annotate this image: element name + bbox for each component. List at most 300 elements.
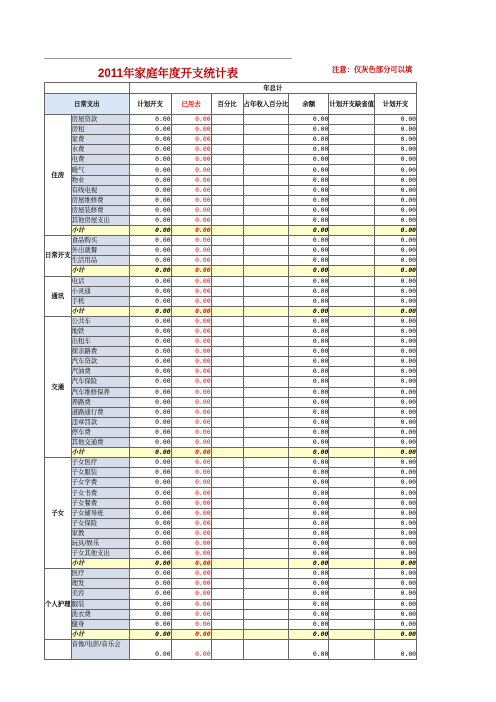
- item-plan-cell[interactable]: 0.00: [129, 619, 171, 629]
- item-used-cell: 0.00: [171, 498, 211, 508]
- item-label[interactable]: 家费: [71, 135, 129, 145]
- item-label[interactable]: 暖气: [71, 165, 129, 175]
- item-label[interactable]: 汽车贷款: [71, 357, 129, 367]
- item-used-cell: 0.00: [171, 316, 211, 326]
- subtotal-plan2-cell: 0.00: [375, 559, 417, 569]
- item-pct-cell: [211, 579, 243, 589]
- item-shortfall-cell: [329, 468, 375, 478]
- item-balance-cell: 0.00: [289, 175, 329, 185]
- item-label[interactable]: 其他交通费: [71, 438, 129, 448]
- item-used-cell: 0.00: [171, 569, 211, 579]
- item-plan2-cell: 0.00: [375, 195, 417, 205]
- item-plan-cell[interactable]: 0.00: [129, 508, 171, 518]
- item-balance-cell: 0.00: [289, 316, 329, 326]
- item-pct-cell: [211, 458, 243, 468]
- item-used-cell: 0.00: [171, 427, 211, 437]
- item-plan-cell[interactable]: 0.00: [129, 125, 171, 135]
- item-income-pct-cell: [243, 387, 289, 397]
- item-balance-cell: 0.00: [289, 417, 329, 427]
- item-income-pct-cell: [243, 377, 289, 387]
- item-plan-cell[interactable]: 0.00: [129, 468, 171, 478]
- item-label[interactable]: 食品购买: [71, 236, 129, 246]
- item-shortfall-cell: [329, 549, 375, 559]
- item-label[interactable]: 汽车保险: [71, 377, 129, 387]
- item-pct-cell: [211, 135, 243, 145]
- item-income-pct-cell: [243, 337, 289, 347]
- item-shortfall-cell: [329, 195, 375, 205]
- item-pct-cell: [211, 286, 243, 296]
- item-plan-cell[interactable]: 0.00: [129, 286, 171, 296]
- header-balance: 余额: [289, 94, 329, 115]
- item-shortfall-cell: [329, 125, 375, 135]
- item-pct-cell: [211, 246, 243, 256]
- item-plan2-cell: 0.00: [375, 549, 417, 559]
- table-row: [45, 175, 417, 185]
- item-plan2-cell: 0.00: [375, 407, 417, 417]
- item-pct-cell: [211, 215, 243, 225]
- item-label[interactable]: 子女保险: [71, 518, 129, 528]
- item-plan-cell[interactable]: 0.00: [129, 347, 171, 357]
- subtotal-income-pct-cell: [243, 226, 289, 236]
- item-balance-cell: 0.00: [289, 276, 329, 286]
- item-pct-cell: [211, 488, 243, 498]
- item-used-cell: 0.00: [171, 579, 211, 589]
- item-pct-cell: [211, 185, 243, 195]
- item-plan-cell[interactable]: 0.00: [129, 518, 171, 528]
- item-label[interactable]: 家教: [71, 528, 129, 538]
- item-plan2-cell: 0.00: [375, 367, 417, 377]
- item-shortfall-cell: [329, 115, 375, 125]
- item-income-pct-cell: [243, 619, 289, 629]
- item-plan-cell[interactable]: 0.00: [129, 215, 171, 225]
- item-plan-cell[interactable]: 0.00: [129, 498, 171, 508]
- title-text: 年家庭年度开支统计表: [122, 66, 238, 80]
- item-shortfall-cell: [329, 286, 375, 296]
- item-plan-cell[interactable]: 0.00: [129, 407, 171, 417]
- subtotal-row: [45, 226, 417, 236]
- item-label[interactable]: 地铁: [71, 326, 129, 336]
- subtotal-shortfall-cell: [329, 629, 375, 639]
- item-label[interactable]: 子女书费: [71, 488, 129, 498]
- item-shortfall-cell: [329, 165, 375, 175]
- subtotal-label: 小计: [71, 559, 129, 569]
- subtotal-pct-cell: [211, 629, 243, 639]
- item-used-cell: 0.00: [171, 175, 211, 185]
- item-pct-cell: [211, 518, 243, 528]
- item-used-cell: 0.00: [171, 458, 211, 468]
- item-income-pct-cell: [243, 498, 289, 508]
- item-income-pct-cell: [243, 407, 289, 417]
- item-used-cell: 0.00: [171, 135, 211, 145]
- item-balance-cell: 0.00: [289, 256, 329, 266]
- item-plan2-cell: 0.00: [375, 316, 417, 326]
- category-label: 日常开支: [45, 236, 72, 276]
- item-balance-cell: 0.00: [289, 115, 329, 125]
- item-used-cell: 0.00: [171, 619, 211, 629]
- item-used-cell: 0.00: [171, 347, 211, 357]
- item-balance-cell: 0.00: [289, 347, 329, 357]
- subtotal-shortfall-cell: [329, 306, 375, 316]
- item-income-pct-cell: [243, 609, 289, 619]
- item-used-cell: 0.00: [171, 528, 211, 538]
- item-pct-cell: [211, 367, 243, 377]
- item-plan-cell[interactable]: 0.00: [129, 387, 171, 397]
- item-plan-cell[interactable]: 0.00: [129, 236, 171, 246]
- item-balance-cell: 0.00: [289, 236, 329, 246]
- item-plan2-cell: 0.00: [375, 175, 417, 185]
- item-label[interactable]: 探亲路费: [71, 347, 129, 357]
- item-shortfall-cell: [329, 326, 375, 336]
- table-row: [45, 498, 417, 508]
- table-row: [45, 508, 417, 518]
- subtotal-used-cell: 0.00: [171, 306, 211, 316]
- item-income-pct-cell: [243, 316, 289, 326]
- item-plan-cell[interactable]: 0.00: [129, 377, 171, 387]
- item-label[interactable]: 汽油费: [71, 367, 129, 377]
- item-used-cell: 0.00: [171, 609, 211, 619]
- item-pct-cell: [211, 165, 243, 175]
- item-plan2-cell: 0.00: [375, 125, 417, 135]
- item-plan2-cell: 0.00: [375, 185, 417, 195]
- item-used-cell: 0.00: [171, 518, 211, 528]
- item-plan-cell[interactable]: 0.00: [129, 195, 171, 205]
- subtotal-plan-cell: 0.00: [129, 559, 171, 569]
- item-plan2-cell: 0.00: [375, 115, 417, 125]
- item-used-cell: 0.00: [171, 286, 211, 296]
- item-used-cell: 0.00: [171, 215, 211, 225]
- item-label[interactable]: 子女辅导班: [71, 508, 129, 518]
- item-plan-cell[interactable]: 0.00: [129, 438, 171, 448]
- item-plan2-cell: 0.00: [375, 337, 417, 347]
- item-label[interactable]: 违章罚款: [71, 417, 129, 427]
- item-balance-cell: 0.00: [289, 155, 329, 165]
- subtotal-pct-cell: [211, 306, 243, 316]
- item-used-cell: 0.00: [171, 407, 211, 417]
- item-plan2-cell: 0.00: [375, 256, 417, 266]
- item-label[interactable]: 小灵通: [71, 286, 129, 296]
- item-balance-cell: 0.00: [289, 528, 329, 538]
- subtotal-balance-cell: 0.00: [289, 266, 329, 276]
- item-label[interactable]: 房租: [71, 125, 129, 135]
- item-pct-cell: [211, 599, 243, 609]
- subtotal-pct-cell: [211, 266, 243, 276]
- item-plan2-cell: 0.00: [375, 569, 417, 579]
- item-label[interactable]: 养路费: [71, 397, 129, 407]
- table-row: [45, 125, 417, 135]
- item-plan-cell[interactable]: 0.00: [129, 549, 171, 559]
- item-income-pct-cell: [243, 417, 289, 427]
- item-label[interactable]: 健身: [71, 619, 129, 629]
- item-used-cell: 0.00: [171, 367, 211, 377]
- item-shortfall-cell: [329, 135, 375, 145]
- item-shortfall-cell: [329, 438, 375, 448]
- item-plan-cell[interactable]: 0.00: [129, 175, 171, 185]
- category-label: 住房: [45, 115, 72, 236]
- item-pct-cell: [211, 195, 243, 205]
- table-row: [45, 468, 417, 478]
- item-plan-cell[interactable]: 0.00: [129, 165, 171, 175]
- subtotal-balance-cell: 0.00: [289, 448, 329, 458]
- table-row: [45, 619, 417, 629]
- item-label[interactable]: 玩具/娱乐: [71, 538, 129, 548]
- subtotal-row: [45, 306, 417, 316]
- subtotal-balance-cell: 0.00: [289, 559, 329, 569]
- item-label[interactable]: 停车费: [71, 427, 129, 437]
- item-used-cell: 0.00: [171, 125, 211, 135]
- item-plan-cell[interactable]: 0.00: [129, 115, 171, 125]
- item-plan2-cell: 0.00: [375, 438, 417, 448]
- header-category: 日常支出: [45, 94, 130, 115]
- subtotal-plan2-cell: 0.00: [375, 448, 417, 458]
- item-plan-cell[interactable]: 0.00: [129, 528, 171, 538]
- item-label[interactable]: 物业: [71, 175, 129, 185]
- item-plan-cell[interactable]: 0.00: [129, 155, 171, 165]
- item-plan-cell[interactable]: 0.00: [129, 599, 171, 609]
- item-income-pct-cell: [243, 478, 289, 488]
- item-label[interactable]: 有线电视: [71, 185, 129, 195]
- item-label[interactable]: 服装: [71, 599, 129, 609]
- subtotal-pct-cell: [211, 559, 243, 569]
- item-plan-cell[interactable]: 0.00: [129, 417, 171, 427]
- table-row: [45, 115, 417, 125]
- subtotal-label: 小计: [71, 629, 129, 639]
- table-row: [45, 538, 417, 548]
- table-row: [45, 579, 417, 589]
- item-plan-cell[interactable]: 0.00: [129, 569, 171, 579]
- subtotal-balance-cell: 0.00: [289, 306, 329, 316]
- item-label[interactable]: 电话: [71, 276, 129, 286]
- item-plan-cell[interactable]: 0.00: [129, 246, 171, 256]
- item-label[interactable]: 子女学费: [71, 478, 129, 488]
- item-plan2-cell: 0.00: [375, 498, 417, 508]
- subtotal-row: [45, 629, 417, 639]
- item-pct-cell: [211, 508, 243, 518]
- subtotal-used-cell: 0.00: [171, 266, 211, 276]
- item-label[interactable]: 子女服装: [71, 468, 129, 478]
- item-shortfall-cell: [329, 276, 375, 286]
- item-plan-cell[interactable]: 0.00: [129, 145, 171, 155]
- item-label[interactable]: 美容: [71, 589, 129, 599]
- item-plan2-cell: 0.00: [375, 458, 417, 468]
- item-shortfall-cell: [329, 236, 375, 246]
- item-label[interactable]: 理发: [71, 579, 129, 589]
- item-used-cell: 0.00: [171, 549, 211, 559]
- item-plan-cell[interactable]: 0.00: [129, 427, 171, 437]
- item-balance-cell: 0.00: [289, 438, 329, 448]
- item-balance-cell: 0.00: [289, 488, 329, 498]
- item-income-pct-cell: [243, 326, 289, 336]
- table-row: [45, 609, 417, 619]
- item-label[interactable]: 外出就餐: [71, 246, 129, 256]
- table-row: [45, 589, 417, 599]
- item-shortfall-cell: [329, 407, 375, 417]
- item-plan2-cell: 0.00: [375, 145, 417, 155]
- item-pct-cell: [211, 498, 243, 508]
- item-pct-cell: [211, 347, 243, 357]
- item-shortfall-cell: [329, 538, 375, 548]
- item-income-pct-cell: [243, 639, 289, 659]
- item-shortfall-cell: [329, 579, 375, 589]
- item-plan-cell[interactable]: 0.00: [129, 135, 171, 145]
- item-used-cell: 0.00: [171, 256, 211, 266]
- item-pct-cell: [211, 397, 243, 407]
- item-income-pct-cell: [243, 195, 289, 205]
- item-pct-cell: [211, 639, 243, 659]
- table-row: [45, 195, 417, 205]
- item-plan-cell[interactable]: 0.00: [129, 296, 171, 306]
- item-shortfall-cell: [329, 417, 375, 427]
- item-plan-cell[interactable]: 0.00: [129, 589, 171, 599]
- item-used-cell: 0.00: [171, 468, 211, 478]
- item-used-cell: 0.00: [171, 639, 211, 659]
- item-plan-cell[interactable]: 0.00: [129, 367, 171, 377]
- item-balance-cell: 0.00: [289, 478, 329, 488]
- item-label[interactable]: 房屋贷款: [71, 115, 129, 125]
- item-plan-cell[interactable]: 0.00: [129, 256, 171, 266]
- item-shortfall-cell: [329, 397, 375, 407]
- item-pct-cell: [211, 205, 243, 215]
- item-balance-cell: 0.00: [289, 246, 329, 256]
- item-shortfall-cell: [329, 347, 375, 357]
- subtotal-used-cell: 0.00: [171, 448, 211, 458]
- item-pct-cell: [211, 407, 243, 417]
- item-plan-cell[interactable]: 0.00: [129, 538, 171, 548]
- item-pct-cell: [211, 115, 243, 125]
- item-label[interactable]: 生活用品: [71, 256, 129, 266]
- item-income-pct-cell: [243, 549, 289, 559]
- item-shortfall-cell: [329, 377, 375, 387]
- item-label[interactable]: 手机: [71, 296, 129, 306]
- subtotal-shortfall-cell: [329, 559, 375, 569]
- item-plan-cell[interactable]: 0.00: [129, 326, 171, 336]
- item-income-pct-cell: [243, 427, 289, 437]
- item-label[interactable]: 音像/电影/音乐会: [71, 639, 129, 659]
- item-balance-cell: 0.00: [289, 357, 329, 367]
- item-plan-cell[interactable]: 0.00: [129, 609, 171, 619]
- item-label[interactable]: 公共车: [71, 316, 129, 326]
- table-row: [45, 357, 417, 367]
- subtotal-balance-cell: 0.00: [289, 226, 329, 236]
- table-row: [45, 337, 417, 347]
- item-income-pct-cell: [243, 236, 289, 246]
- item-plan2-cell: 0.00: [375, 377, 417, 387]
- item-pct-cell: [211, 337, 243, 347]
- item-shortfall-cell: [329, 256, 375, 266]
- item-label[interactable]: 子女其他支出: [71, 549, 129, 559]
- item-shortfall-cell: [329, 246, 375, 256]
- item-pct-cell: [211, 478, 243, 488]
- item-used-cell: 0.00: [171, 115, 211, 125]
- table-row: [45, 246, 417, 256]
- table-row: [45, 296, 417, 306]
- item-pct-cell: [211, 377, 243, 387]
- item-income-pct-cell: [243, 468, 289, 478]
- item-label[interactable]: 子女餐费: [71, 498, 129, 508]
- item-plan-cell[interactable]: 0.00: [129, 478, 171, 488]
- item-label[interactable]: 出租车: [71, 337, 129, 347]
- item-label[interactable]: 道路通行费: [71, 407, 129, 417]
- item-label[interactable]: 医疗: [71, 569, 129, 579]
- item-plan-cell[interactable]: 0.00: [129, 316, 171, 326]
- item-shortfall-cell: [329, 185, 375, 195]
- table-row: [45, 145, 417, 155]
- subtotal-plan-cell: 0.00: [129, 266, 171, 276]
- item-plan2-cell: 0.00: [375, 397, 417, 407]
- item-label[interactable]: 水费: [71, 145, 129, 155]
- item-plan-cell[interactable]: 0.00: [129, 639, 171, 659]
- item-shortfall-cell: [329, 145, 375, 155]
- table-row: [45, 185, 417, 195]
- subtotal-pct-cell: [211, 448, 243, 458]
- subtotal-plan-cell: 0.00: [129, 306, 171, 316]
- item-shortfall-cell: [329, 205, 375, 215]
- item-label[interactable]: 子女医疗: [71, 458, 129, 468]
- item-plan2-cell: 0.00: [375, 135, 417, 145]
- item-balance-cell: 0.00: [289, 458, 329, 468]
- item-label[interactable]: 其他房屋支出: [71, 215, 129, 225]
- item-plan2-cell: 0.00: [375, 296, 417, 306]
- item-plan-cell[interactable]: 0.00: [129, 458, 171, 468]
- table-row: [45, 316, 417, 326]
- item-plan2-cell: 0.00: [375, 609, 417, 619]
- subtotal-plan-cell: 0.00: [129, 629, 171, 639]
- item-plan2-cell: 0.00: [375, 508, 417, 518]
- item-balance-cell: 0.00: [289, 468, 329, 478]
- item-label[interactable]: 电费: [71, 155, 129, 165]
- item-plan-cell[interactable]: 0.00: [129, 276, 171, 286]
- subtotal-used-cell: 0.00: [171, 629, 211, 639]
- item-plan-cell[interactable]: 0.00: [129, 185, 171, 195]
- item-balance-cell: 0.00: [289, 619, 329, 629]
- item-used-cell: 0.00: [171, 538, 211, 548]
- item-income-pct-cell: [243, 256, 289, 266]
- item-used-cell: 0.00: [171, 195, 211, 205]
- edit-note: 注意：仅灰色部分可以填: [332, 65, 413, 74]
- item-balance-cell: 0.00: [289, 377, 329, 387]
- item-plan2-cell: 0.00: [375, 639, 417, 659]
- item-used-cell: 0.00: [171, 337, 211, 347]
- item-plan-cell[interactable]: 0.00: [129, 205, 171, 215]
- item-pct-cell: [211, 468, 243, 478]
- item-plan-cell[interactable]: 0.00: [129, 488, 171, 498]
- item-plan2-cell: 0.00: [375, 599, 417, 609]
- item-plan2-cell: 0.00: [375, 427, 417, 437]
- item-plan2-cell: 0.00: [375, 579, 417, 589]
- item-label[interactable]: 洗衣费: [71, 609, 129, 619]
- subtotal-shortfall-cell: [329, 226, 375, 236]
- item-label[interactable]: 房屋维修费: [71, 195, 129, 205]
- item-plan2-cell: 0.00: [375, 488, 417, 498]
- item-pct-cell: [211, 125, 243, 135]
- subtotal-row: [45, 559, 417, 569]
- item-plan-cell[interactable]: 0.00: [129, 357, 171, 367]
- item-label[interactable]: 房屋装修费: [71, 205, 129, 215]
- item-plan-cell[interactable]: 0.00: [129, 579, 171, 589]
- item-income-pct-cell: [243, 145, 289, 155]
- subtotal-income-pct-cell: [243, 629, 289, 639]
- item-used-cell: 0.00: [171, 326, 211, 336]
- title-year: 2011: [98, 68, 123, 80]
- item-plan2-cell: 0.00: [375, 417, 417, 427]
- subtotal-income-pct-cell: [243, 448, 289, 458]
- item-balance-cell: 0.00: [289, 538, 329, 548]
- header-used: 已用去: [171, 94, 211, 115]
- item-pct-cell: [211, 569, 243, 579]
- item-plan-cell[interactable]: 0.00: [129, 337, 171, 347]
- subtotal-plan-cell: 0.00: [129, 226, 171, 236]
- item-label[interactable]: 汽车维修保养: [71, 387, 129, 397]
- item-plan-cell[interactable]: 0.00: [129, 397, 171, 407]
